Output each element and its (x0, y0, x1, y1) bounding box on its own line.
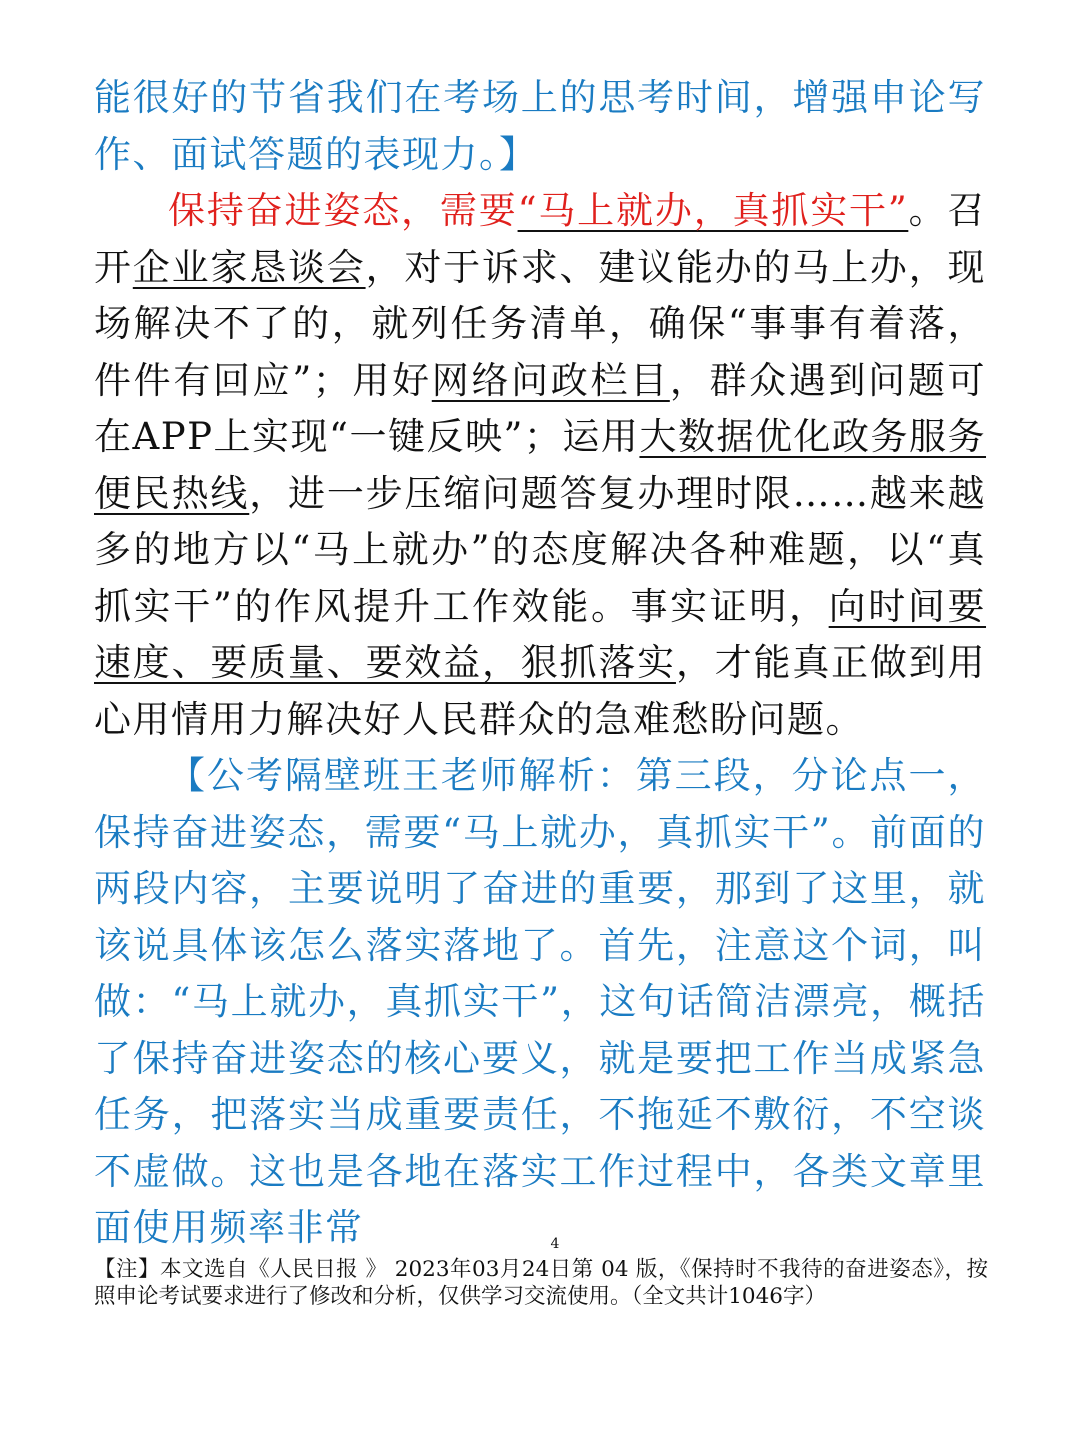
body-text: ，才能真正做到用心用情用力解决好人民群众的急难愁盼问题。 (94, 641, 987, 741)
section-heading: 保持奋进姿态，需要 (168, 189, 518, 232)
analysis-continuation: 能很好的节省我们在考场上的思考时间，增强申论写作、面试答题的表现力。】 (94, 76, 986, 176)
body-text: ，进一步压缩问题答复办理时限……越来越多的地方以“马上就办”的态度解决各种难题，以“真抓实干”的作风提升工作效能。事实证明， (94, 471, 987, 628)
underlined-phrase: 企业家恳谈会 (132, 245, 366, 289)
footnote: 【注】本文选自《人民日报 》 2023年03月24日第 04 版，《保持时不我待的奋进姿态》，按照申论考试要求进行了修改和分析，仅供学习交流使用。（全文共计1046字） (94, 1257, 988, 1309)
underlined-phrase: 大数据优化政务服务便民热线 (94, 415, 987, 515)
underlined-phrase: 网络问政栏目 (431, 358, 670, 402)
underlined-phrase: 向时间要速度、要质量、要效益，狠抓落实 (94, 584, 987, 684)
analysis-paragraph: 【公考隔壁班王老师解析：第三段，分论点一，保持奋进姿态，需要“马上就办，真抓实干”。前面的两段内容，主要说明了奋进的重要，那到了这里，就该说具体该怎么落实落地了。首先，注意这个词，叫做：“马上就办，真抓实干”，这句话简洁漂亮，概括了保持奋进姿态的核心要义，就是要把工作当成紧急任务，把落实当成重要责任，不拖延不敷衍，不空谈不虚做。这也是各地在落实工作过程中，各类文章里面使用频率非常 (94, 754, 986, 1249)
body-text: ，对于诉求、建议能办的马上办，现场解决不了的，就列任务清单，确保“事事有着落，件件有回应”；用好 (94, 245, 987, 402)
body-paragraph (94, 183, 986, 748)
body-text: 。召开 (94, 189, 987, 289)
section-heading-quote: “马上就办，真抓实干” (517, 189, 909, 232)
page-number: 4 (550, 1236, 560, 1252)
body-text: ，群众遇到问题可在APP上实现“一键反映”；运用 (94, 358, 987, 458)
document-body (94, 70, 986, 1257)
